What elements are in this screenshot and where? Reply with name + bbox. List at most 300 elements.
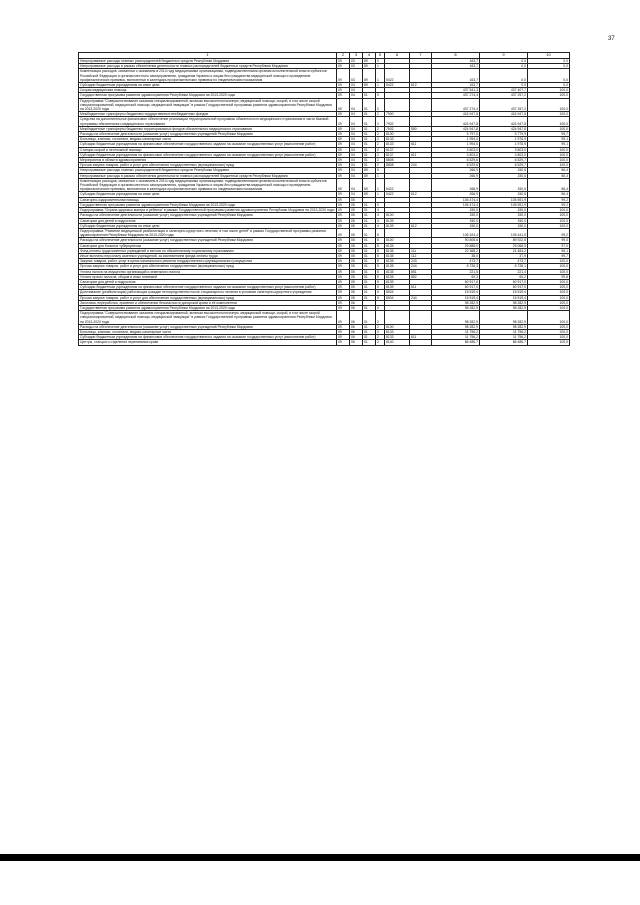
cell-col-plan: 106 474,4 — [432, 202, 480, 207]
cell-col-plan: 5 797,0 — [432, 132, 480, 137]
cell-col-plan: 163,7 — [432, 83, 480, 88]
cell-col-plan: 266,9 — [432, 168, 480, 173]
cell-col-sub: 2 — [376, 329, 385, 334]
cell-col-rz: 04 — [350, 93, 363, 98]
cell-col-rz: 04 — [350, 163, 363, 168]
cell-col-rz: 05 — [350, 208, 363, 213]
cell-col-vr: 244 — [410, 264, 432, 269]
cell-col-sub: 0 — [376, 202, 385, 207]
cell-col-ved: 09 — [337, 168, 350, 173]
cell-col-pct: 99,2 — [528, 228, 570, 237]
cell-col-fact: 29 068,5 — [480, 243, 528, 248]
cell-col-pct: 97,0 — [528, 243, 570, 248]
cell-col-plan: 6 529,6 — [432, 163, 480, 168]
cell-col-name: Скорая медицинская помощь — [79, 88, 337, 93]
cell-col-pct: 100,0 — [528, 340, 570, 345]
cell-col-vr: 244 — [410, 163, 432, 168]
cell-col-sub: 2 — [376, 158, 385, 163]
cell-col-csr: 5422 — [385, 83, 410, 88]
cell-col-rz: 04 — [350, 173, 363, 178]
cell-col-ved: 09 — [337, 238, 350, 243]
cell-col-name: Подпрограмма "Совершенствование оказания специализированной, включая высокотехнологичную, медицинской помощи, скорой, в том числе скорой специализированной, медицинской помощи, медицинской эвакуации" в рамках Государственной программы развития здравоохранения Республики Мордовия на 2013-2020 годы — [79, 311, 337, 325]
cell-col-pr: 01 — [363, 137, 376, 142]
cell-col-pr: 01 — [363, 311, 376, 325]
cell-col-pct: 100,0 — [528, 329, 570, 334]
cell-col-ved: 09 — [337, 335, 350, 340]
cell-col-csr: 5422 — [385, 192, 410, 197]
cell-col-rz: 04 — [350, 98, 363, 112]
cell-col-fact: 60 917,0 — [480, 285, 528, 290]
cell-col-pr: 01 — [363, 158, 376, 163]
cell-col-sub: 1 — [376, 83, 385, 88]
cell-col-ved: 09 — [337, 253, 350, 258]
cell-col-ved: 09 — [337, 305, 350, 310]
cell-col-ved: 09 — [337, 163, 350, 168]
cell-col-name: Больницы, клиники, госпитали, медико-санитарные части — [79, 137, 337, 142]
cell-col-vr: 612 — [410, 83, 432, 88]
cell-col-pct: 100,0 — [528, 324, 570, 329]
cell-col-plan: 266,9 — [432, 192, 480, 197]
cell-col-name: Прочая закупка товаров, работ и услуг для обеспечения государственных (муниципальных) нужд — [79, 163, 337, 168]
cell-col-plan: 86 486,7 — [432, 340, 480, 345]
cell-col-pct: 100,0 — [528, 98, 570, 112]
cell-col-pr: 01 — [363, 253, 376, 258]
cell-col-vr: 851 — [410, 269, 432, 274]
cell-col-pct: 100,0 — [528, 163, 570, 168]
cell-col-sub: 5 — [376, 285, 385, 290]
cell-col-rz: 04 — [350, 142, 363, 147]
cell-col-plan: 266,9 — [432, 178, 480, 192]
cell-col-pct: 56,4 — [528, 173, 570, 178]
cell-col-pr: 89 — [363, 192, 376, 197]
cell-col-plan: 15 519,4 — [432, 290, 480, 295]
cell-col-fact: 150,0 — [480, 218, 528, 223]
cell-col-csr: 8135 — [385, 274, 410, 279]
cell-col-fact: 437 257,2 — [480, 93, 528, 98]
cell-col-ved: 09 — [337, 93, 350, 98]
cell-col-plan: 3 803,0 — [432, 147, 480, 152]
cell-col-name: Субсидии бюджетным учреждениям на финансовое обеспечение государственного задания на оказание государственных услуг (выполнение работ) — [79, 285, 337, 290]
cell-col-ved: 09 — [337, 340, 350, 345]
cell-col-pct: 99,2 — [528, 197, 570, 202]
cell-col-plan: 150,0 — [432, 223, 480, 228]
cell-col-rz: 06 — [350, 305, 363, 310]
cell-col-pct: 99,7 — [528, 253, 570, 258]
cell-col-fact: 6 529,7 — [480, 163, 528, 168]
cell-col-pr: 01 — [363, 163, 376, 168]
cell-col-plan: 437 274,4 — [432, 93, 480, 98]
cell-col-name: Государственная программа развития здравоохранения Республики Мордовия на 2013-2020 годы — [79, 202, 337, 207]
cell-col-plan: 38,0 — [432, 253, 480, 258]
cell-col-plan: 106 474,4 — [432, 197, 480, 202]
cell-col-sub: 4 — [376, 213, 385, 218]
cell-col-vr: 612 — [410, 192, 432, 197]
cell-col-sub: 2 — [376, 324, 385, 329]
cell-col-sub: 1 — [376, 64, 385, 69]
table-row — [79, 69, 570, 83]
cell-col-vr: 112 — [410, 253, 432, 258]
cell-col-ved: 09 — [337, 126, 350, 131]
cell-col-csr: 8139 — [385, 218, 410, 223]
cell-col-ved: 09 — [337, 152, 350, 157]
cell-col-sub: 2 — [376, 147, 385, 152]
cell-col-rz: 06 — [350, 340, 363, 345]
cell-col-vr — [410, 117, 432, 126]
cell-col-ved: 09 — [337, 228, 350, 237]
cell-col-csr: 8133 — [385, 329, 410, 334]
cell-col-sub: 2 — [376, 335, 385, 340]
cell-col-pct: 100,0 — [528, 269, 570, 274]
cell-col-ved: 09 — [337, 202, 350, 207]
cell-col-pct: 100,0 — [528, 213, 570, 218]
cell-col-pr: 01 — [363, 329, 376, 334]
cell-col-csr — [385, 228, 410, 237]
cell-col-rz: 04 — [350, 112, 363, 117]
cell-col-pr: 89 — [363, 168, 376, 173]
cell-col-pr: 01 — [363, 152, 376, 157]
cell-col-csr — [385, 98, 410, 112]
cell-col-ved: 09 — [337, 132, 350, 137]
cell-col-plan: 90 805,6 — [432, 238, 480, 243]
cell-col-sub: 5 — [376, 264, 385, 269]
cell-col-csr: 8100 — [385, 213, 410, 218]
cell-col-fact: 150,0 — [480, 213, 528, 218]
cell-col-fact: 98 282,9 — [480, 311, 528, 325]
cell-col-csr: 8139 — [385, 223, 410, 228]
cell-col-plan: 60 917,6 — [432, 279, 480, 284]
cell-col-plan: 106 324,4 — [432, 228, 480, 237]
header-col-vr: 7 — [410, 53, 432, 59]
table-row — [79, 178, 570, 192]
cell-col-name: Уплата прочих налогов, сборов и иных платежей — [79, 274, 337, 279]
cell-col-sub: 2 — [376, 98, 385, 112]
cell-col-pr: 01 — [363, 132, 376, 137]
cell-col-vr — [410, 340, 432, 345]
page-number: 37 — [608, 36, 615, 42]
cell-col-name: Непрограммные расходы в рамках обеспечения деятельности главных распорядителей бюджетных средств Республики Мордовия — [79, 173, 337, 178]
cell-col-plan: 163,7 — [432, 69, 480, 83]
cell-col-fact: 1 976,9 — [480, 142, 528, 147]
cell-col-name: Расходы на обеспечение деятельности (оказание услуг) государственных учреждений Республики Мордовия — [79, 324, 337, 329]
cell-col-pct: 100,0 — [528, 264, 570, 269]
header-col-name: 1 — [79, 53, 337, 59]
cell-col-sub: 5 — [376, 274, 385, 279]
cell-col-fact: 105 591,9 — [480, 202, 528, 207]
cell-col-ved: 09 — [337, 223, 350, 228]
cell-col-plan: 11 796,2 — [432, 329, 480, 334]
cell-col-pct: 100,0 — [528, 279, 570, 284]
cell-col-plan: 1 994,0 — [432, 137, 480, 142]
cell-col-fact: 37,9 — [480, 253, 528, 258]
cell-col-pct: 99,7 — [528, 132, 570, 137]
cell-col-pr: 01 — [363, 112, 376, 117]
cell-col-ved: 09 — [337, 59, 350, 64]
cell-col-plan: 29 888,0 — [432, 243, 480, 248]
cell-col-ved: 09 — [337, 98, 350, 112]
cell-col-rz: 04 — [350, 88, 363, 93]
cell-col-ved: 09 — [337, 324, 350, 329]
cell-col-ved: 09 — [337, 285, 350, 290]
cell-col-fact: 6 529,7 — [480, 158, 528, 163]
cell-col-sub: 2 — [376, 163, 385, 168]
cell-col-name: Субсидии бюджетным учреждениям на иные цели — [79, 223, 337, 228]
cell-col-rz: 05 — [350, 248, 363, 253]
cell-col-sub: 5 — [376, 238, 385, 243]
cell-col-fact: 105 441,9 — [480, 228, 528, 237]
cell-col-plan: 424 947,8 — [432, 112, 480, 117]
cell-col-vr: 611 — [410, 285, 432, 290]
cell-col-fact: 424 947,8 — [480, 112, 528, 117]
cell-col-rz: 04 — [350, 168, 363, 173]
cell-col-rz: 05 — [350, 228, 363, 237]
cell-col-pr: 01 — [363, 223, 376, 228]
cell-col-pr: 01 — [363, 228, 376, 237]
cell-col-ved: 09 — [337, 173, 350, 178]
cell-col-csr: 8133 — [385, 137, 410, 142]
cell-col-fact: 21 484,2 — [480, 248, 528, 253]
cell-col-name: Расходы на обеспечение деятельности (оказание услуг) государственных учреждений Республики Мордовия — [79, 132, 337, 137]
cell-col-plan: 150,0 — [432, 208, 480, 213]
cell-col-sub: 0 — [376, 93, 385, 98]
cell-col-rz: 04 — [350, 178, 363, 192]
cell-col-name: Уплата налога на имущество организаций и земельного налога — [79, 269, 337, 274]
cell-col-plan: 163,7 — [432, 59, 480, 64]
cell-col-name: Подпрограмма "Совершенствование оказания специализированной, включая высокотехнологичную, медицинской помощи, скорой, в том числе скорой специализированной, медицинской помощи, медицинской эвакуации" в рамках Государственной программы развития здравоохранения Республики Мордовия на 2013-2020 годы — [79, 98, 337, 112]
cell-col-rz: 05 — [350, 238, 363, 243]
cell-col-rz: 06 — [350, 335, 363, 340]
cell-col-name: Субсидии бюджетным учреждениям на финансовое обеспечение государственного задания на оказание государственных услуг (выполнение работ) — [79, 142, 337, 147]
cell-col-name: Мероприятия в области здравоохранения — [79, 158, 337, 163]
cell-col-ved: 09 — [337, 197, 350, 202]
cell-col-sub: 5 — [376, 259, 385, 264]
cell-col-fact: 150,5 — [480, 178, 528, 192]
table-row — [79, 117, 570, 126]
cell-col-sub: 5 — [376, 243, 385, 248]
cell-col-name: Непрограммные расходы главных распорядителей бюджетных средств Республики Мордовия — [79, 59, 337, 64]
cell-col-name: Санаторно-оздоровительная помощь — [79, 197, 337, 202]
cell-col-csr: 8100 — [385, 132, 410, 137]
cell-col-plan: 98 282,9 — [432, 300, 480, 305]
cell-col-csr: 8808 — [385, 163, 410, 168]
cell-col-pct: 100,0 — [528, 93, 570, 98]
cell-col-pr: 01 — [363, 147, 376, 152]
cell-col-name: Станции скорой и неотложной помощи — [79, 147, 337, 152]
cell-col-rz: 04 — [350, 137, 363, 142]
cell-col-vr: 611 — [410, 142, 432, 147]
cell-col-vr: 852 — [410, 274, 432, 279]
cell-col-rz: 06 — [350, 324, 363, 329]
cell-col-fact: 473,7 — [480, 259, 528, 264]
cell-col-ved: 09 — [337, 329, 350, 334]
cell-col-sub: 2 — [376, 132, 385, 137]
cell-col-pct: 96,1 — [528, 248, 570, 253]
cell-col-name: Субсидии бюджетным учреждениям на иные цели — [79, 83, 337, 88]
cell-col-plan: 15 519,4 — [432, 295, 480, 300]
cell-col-name: Субсидии бюджетным учреждениям на иные цели — [79, 192, 337, 197]
cell-col-ved: 09 — [337, 274, 350, 279]
cell-col-sub: 2 — [376, 152, 385, 157]
cell-col-csr: 8135 — [385, 264, 410, 269]
cell-col-name: Расходы на обеспечение деятельности (оказание услуг) государственных учреждений Республики Мордовия — [79, 238, 337, 243]
cell-col-ved: 09 — [337, 142, 350, 147]
cell-col-vr — [410, 69, 432, 83]
cell-col-pct: 100,0 — [528, 158, 570, 163]
cell-col-vr: 111 — [410, 248, 432, 253]
cell-col-name: Подпрограмма "Развитие медицинской реабилитации и санаторно-курортного лечения, в том числе детей" в рамках Государственной программы развития здравоохранения Республики Мордовия на 2013-2020 годы — [79, 228, 337, 237]
cell-col-vr — [410, 178, 432, 192]
cell-col-ved: 09 — [337, 269, 350, 274]
cell-col-plan: 266,9 — [432, 173, 480, 178]
cell-col-rz: 06 — [350, 300, 363, 305]
cell-col-name: Центры, станции и отделения переливания крови — [79, 340, 337, 345]
cell-col-vr — [410, 98, 432, 112]
cell-col-fact: 86 486,7 — [480, 340, 528, 345]
cell-col-fact: 15 519,4 — [480, 295, 528, 300]
cell-col-sub: 2 — [376, 126, 385, 131]
cell-col-rz: 04 — [350, 117, 363, 126]
cell-col-csr: 8137 — [385, 152, 410, 157]
cell-col-fact: 15 519,4 — [480, 290, 528, 295]
cell-col-rz: 05 — [350, 243, 363, 248]
cell-col-fact: 424 947,8 — [480, 126, 528, 131]
cell-col-rz: 05 — [350, 213, 363, 218]
cell-col-rz: 04 — [350, 126, 363, 131]
cell-col-sub: 1 — [376, 178, 385, 192]
cell-col-ved: 09 — [337, 192, 350, 197]
cell-col-ved: 09 — [337, 218, 350, 223]
cell-col-plan: 11 796,2 — [432, 335, 480, 340]
cell-col-rz: 05 — [350, 295, 363, 300]
header-col-pct: 10 — [528, 53, 570, 59]
cell-col-ved: 09 — [337, 69, 350, 83]
cell-col-sub: 4 — [376, 223, 385, 228]
cell-col-pct: 99,0 — [528, 238, 570, 243]
cell-col-fact: 60 917,0 — [480, 279, 528, 284]
cell-col-plan: 163,7 — [432, 64, 480, 69]
cell-col-ved: 09 — [337, 112, 350, 117]
cell-col-plan: 60 917,0 — [432, 285, 480, 290]
cell-col-fact: 0,0 — [480, 83, 528, 88]
cell-col-pr: 01 — [363, 259, 376, 264]
cell-col-rz: 04 — [350, 152, 363, 157]
cell-col-fact: 0,0 — [480, 69, 528, 83]
cell-col-sub: 5 — [376, 295, 385, 300]
cell-col-vr: 612 — [410, 223, 432, 228]
cell-col-fact: 11 796,2 — [480, 335, 528, 340]
cell-col-pct: 100,0 — [528, 300, 570, 305]
cell-col-pr: 01 — [363, 126, 376, 131]
cell-col-rz: 05 — [350, 218, 363, 223]
cell-col-sub: 5 — [376, 248, 385, 253]
cell-col-sub: 2 — [376, 117, 385, 126]
cell-col-plan: 424 947,8 — [432, 117, 480, 126]
cell-col-ved: 09 — [337, 117, 350, 126]
cell-col-rz: 04 — [350, 192, 363, 197]
cell-col-name: Компенсация расходов, связанных с оказанием в 2014 году медицинскими организациями, подведомственными органам исполнительной власти субъектов Российской Федерации и органам местного самоуправления, гражданам Украины и лицам без гражданства медицинской помощи и проведением профилактических прививок, включенных в календарь профилактических прививок по эпидемическим показаниям — [79, 69, 337, 83]
cell-col-pr: 01 — [363, 213, 376, 218]
cell-col-name: Долечивание (реабилитация) работающих граждан непосредственно после стационарного лечения в условиях санаторно-курортного учреждения — [79, 290, 337, 295]
cell-col-ved: 09 — [337, 208, 350, 213]
cell-col-pct: 100,0 — [528, 335, 570, 340]
cell-col-fact: 3 803,0 — [480, 147, 528, 152]
cell-col-pct: 56,4 — [528, 192, 570, 197]
cell-col-pct: 99,1 — [528, 142, 570, 147]
cell-col-sub: 0 — [376, 305, 385, 310]
cell-col-fact: 221,4 — [480, 269, 528, 274]
cell-col-pr: 01 — [363, 98, 376, 112]
cell-col-plan: 424 947,8 — [432, 126, 480, 131]
table-row — [79, 311, 570, 325]
cell-col-pct: 99,1 — [528, 137, 570, 142]
cell-col-ved: 09 — [337, 64, 350, 69]
cell-col-name: Закупка товаров, работ, услуг в целях капитального ремонта государственного (муниципального) имущества — [79, 259, 337, 264]
cell-col-name: Средства на дополнительное финансовое обеспечение реализации территориальной программы обязательного медицинского страхования в части базовой программы обязательного медицинского страхования — [79, 117, 337, 126]
cell-col-pr: 01 — [363, 248, 376, 253]
cell-col-fact: 437 257,2 — [480, 98, 528, 112]
cell-col-fact: 5 779,9 — [480, 132, 528, 137]
cell-col-rz: 03 — [350, 64, 363, 69]
cell-col-pr: 89 — [363, 64, 376, 69]
cell-col-pr: 01 — [363, 264, 376, 269]
cell-col-pct: 100,0 — [528, 218, 570, 223]
cell-col-sub: 4 — [376, 218, 385, 223]
cell-col-pct: 100,0 — [528, 126, 570, 131]
cell-col-plan: 3 803,0 — [432, 152, 480, 157]
cell-col-name: Субсидии бюджетным учреждениям на финансовое обеспечение государственного задания на оказание государственных услуг (выполнение работ) — [79, 335, 337, 340]
cell-col-ved: 09 — [337, 248, 350, 253]
cell-col-pr: 89 — [363, 178, 376, 192]
cell-col-csr: 8100 — [385, 238, 410, 243]
cell-col-rz: 05 — [350, 197, 363, 202]
cell-col-fact: 105 591,9 — [480, 197, 528, 202]
cell-col-fact: 3 803,0 — [480, 152, 528, 157]
cell-col-csr: 8133 — [385, 335, 410, 340]
cell-col-ved: 09 — [337, 300, 350, 305]
cell-col-csr: 8135 — [385, 253, 410, 258]
cell-col-ved: 09 — [337, 158, 350, 163]
cell-col-name: Субсидии бюджетным учреждениям на финансовое обеспечение государственного задания на оказание государственных услуг (выполнение работ) — [79, 152, 337, 157]
cell-col-fact: 0,0 — [480, 64, 528, 69]
cell-col-ved: 09 — [337, 264, 350, 269]
cell-col-csr: 8808 — [385, 158, 410, 163]
cell-col-fact: 437 407,7 — [480, 88, 528, 93]
cell-col-plan: 6 529,6 — [432, 158, 480, 163]
cell-col-pct: 100,0 — [528, 223, 570, 228]
cell-col-csr: 8135 — [385, 259, 410, 264]
cell-col-pr: 89 — [363, 173, 376, 178]
cell-col-fact: 11 796,2 — [480, 329, 528, 334]
header-col-rz: 3 — [350, 53, 363, 59]
cell-col-vr: 611 — [410, 335, 432, 340]
cell-col-pr: 01 — [363, 274, 376, 279]
cell-col-name: Межбюджетные трансферты бюджетам государственных внебюджетных фондов — [79, 112, 337, 117]
cell-col-csr: 8135 — [385, 248, 410, 253]
cell-col-sub: 0 — [376, 168, 385, 173]
cell-col-fact: 89 922,5 — [480, 238, 528, 243]
cell-col-fact: 150,0 — [480, 208, 528, 213]
cell-col-pct: 56,4 — [528, 168, 570, 173]
cell-col-pct: 100,0 — [528, 290, 570, 295]
header-col-sub: 5 — [376, 53, 385, 59]
cell-col-ved: 09 — [337, 295, 350, 300]
header-col-fact: 9 — [480, 53, 528, 59]
cell-col-name: Фонд оплаты труда казенных учреждений и взносы по обязательному социальному страхованию — [79, 248, 337, 253]
cell-col-vr: 611 — [410, 152, 432, 157]
cell-col-csr: 8137 — [385, 147, 410, 152]
cell-col-pct: 100,0 — [528, 152, 570, 157]
cell-col-pr: 01 — [363, 290, 376, 295]
cell-col-rz: 03 — [350, 69, 363, 83]
